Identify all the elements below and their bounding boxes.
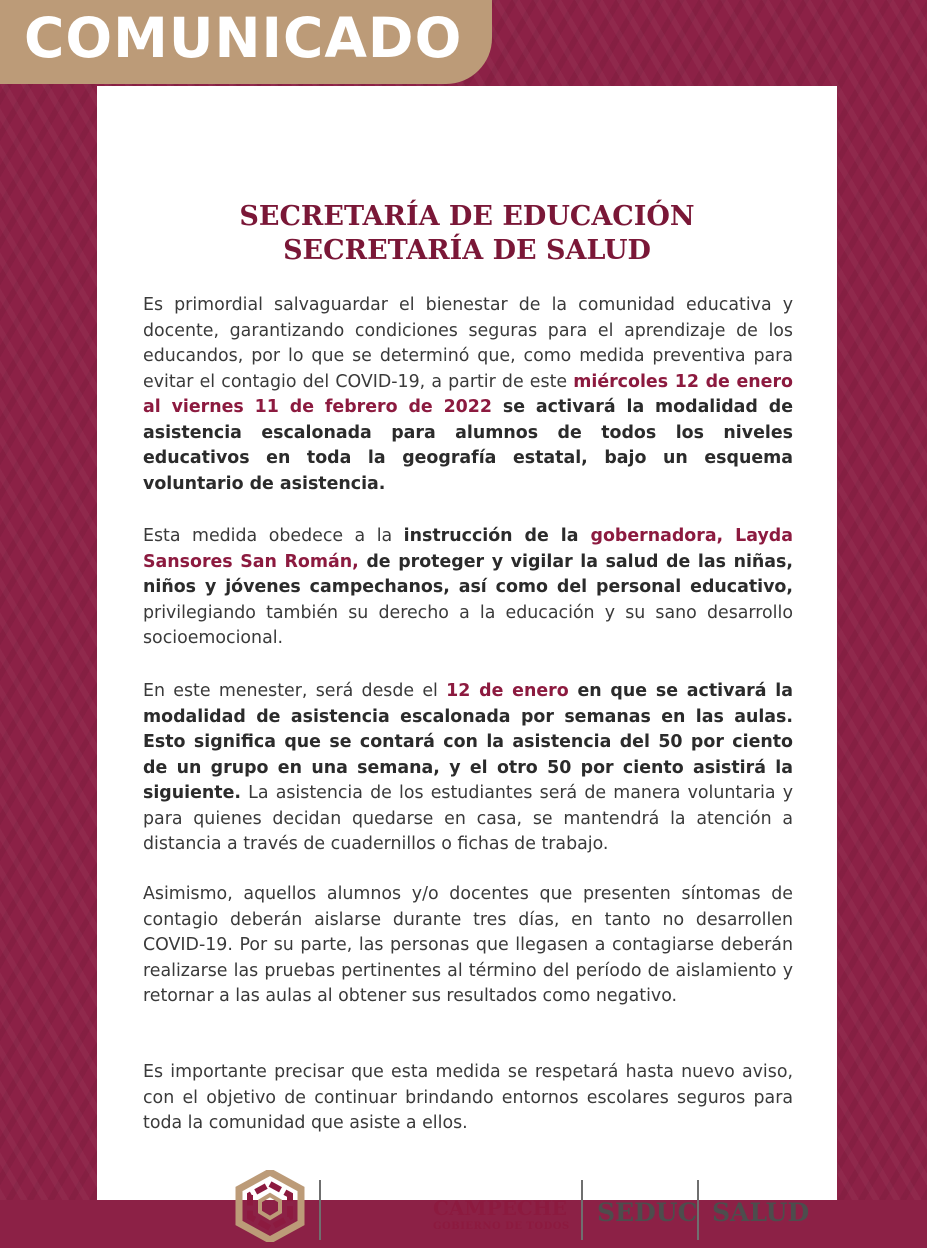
p1-text-bold: se activará la modalidad de asistencia escalonada para alumnos de todos los niveles educativos en toda la geografía estatal, bajo un esquema voluntario de asistencia. bbox=[143, 397, 793, 494]
heading-secretaria-educacion: SECRETARÍA DE EDUCACIÓN bbox=[239, 201, 695, 232]
p3-date-highlight: 12 de enero bbox=[446, 681, 569, 701]
paragraph-2 bbox=[143, 524, 793, 652]
paragraph-4: Asimismo, aquellos alumnos y/o docentes que presenten síntomas de contagio deberán aislarse durante tres días, en tanto no desarrollen COVID-19. Por su parte, las personas que llegasen a contagiarse deberán realizarse las pruebas pertinentes al término del período de aislamiento y retornar a las aulas al obtener sus resultados como negativo. bbox=[143, 884, 793, 1006]
p3-text-bold: en que se activará la modalidad de asistencia escalonada por semanas en las aulas. Esto significa que se contará con la asistencia del 50 por ciento de un grupo en una semana, y el otro 50 por ciento asistirá la siguiente. bbox=[143, 681, 793, 803]
paragraph-3 bbox=[143, 679, 793, 858]
p1-text-a: Es primordial salvaguardar el bienestar de la comunidad educativa y docente, garantizando condiciones seguras para el aprendizaje de los educandos, por lo que se determinó que, como medida preventiva para evitar el contagio del COVID-19, a partir de este bbox=[143, 295, 793, 392]
p2-text-a: Esta medida obedece a la bbox=[143, 526, 404, 546]
brand-gobierno: GOBIERNO DE TODOS bbox=[433, 1221, 570, 1232]
p2-text-e: privilegiando también su derecho a la educación y su sano desarrollo socioemocional. bbox=[143, 602, 793, 648]
p2-governor-highlight: gobernadora, Layda Sansores San Román, bbox=[143, 526, 793, 572]
footer-divider bbox=[697, 1180, 699, 1240]
announcement-card bbox=[97, 86, 837, 1232]
brand-seduc: SEDUC bbox=[597, 1198, 698, 1227]
p2-text-bold: instrucción de la bbox=[403, 526, 591, 546]
brand-salud: SALUD bbox=[712, 1198, 810, 1227]
p1-dates-highlight: miércoles 12 de enero al viernes 11 de febrero de 2022 bbox=[143, 371, 793, 417]
paragraph-1 bbox=[143, 293, 793, 497]
comunicado-badge bbox=[0, 0, 492, 84]
paragraph-5: Es importante precisar que esta medida se respetará hasta nuevo aviso, con el objetivo de continuar brindando entornos escolares seguros para toda la comunidad que asiste a ellos. bbox=[143, 1062, 793, 1133]
footer-divider bbox=[319, 1180, 321, 1240]
brand-campeche: CAMPECHE bbox=[433, 1196, 567, 1220]
heading-secretaria-salud: SECRETARÍA DE SALUD bbox=[283, 235, 651, 266]
p2-text-bold-2: de proteger y vigilar la salud de las niñas, niños y jóvenes campechanos, así como del personal educativo, bbox=[143, 551, 793, 597]
badge-label: COMUNICADO bbox=[24, 6, 463, 70]
footer-logos bbox=[235, 1168, 835, 1248]
p3-text-d: La asistencia de los estudiantes será de manera voluntaria y para quienes decidan quedarse en casa, se mantendrá la atención a distancia a través de cuadernillos o fichas de trabajo. bbox=[143, 783, 793, 854]
p3-text-a: En este menester, será desde el bbox=[143, 681, 447, 701]
campeche-hexagon-icon bbox=[235, 1170, 305, 1242]
footer-divider bbox=[581, 1180, 583, 1240]
